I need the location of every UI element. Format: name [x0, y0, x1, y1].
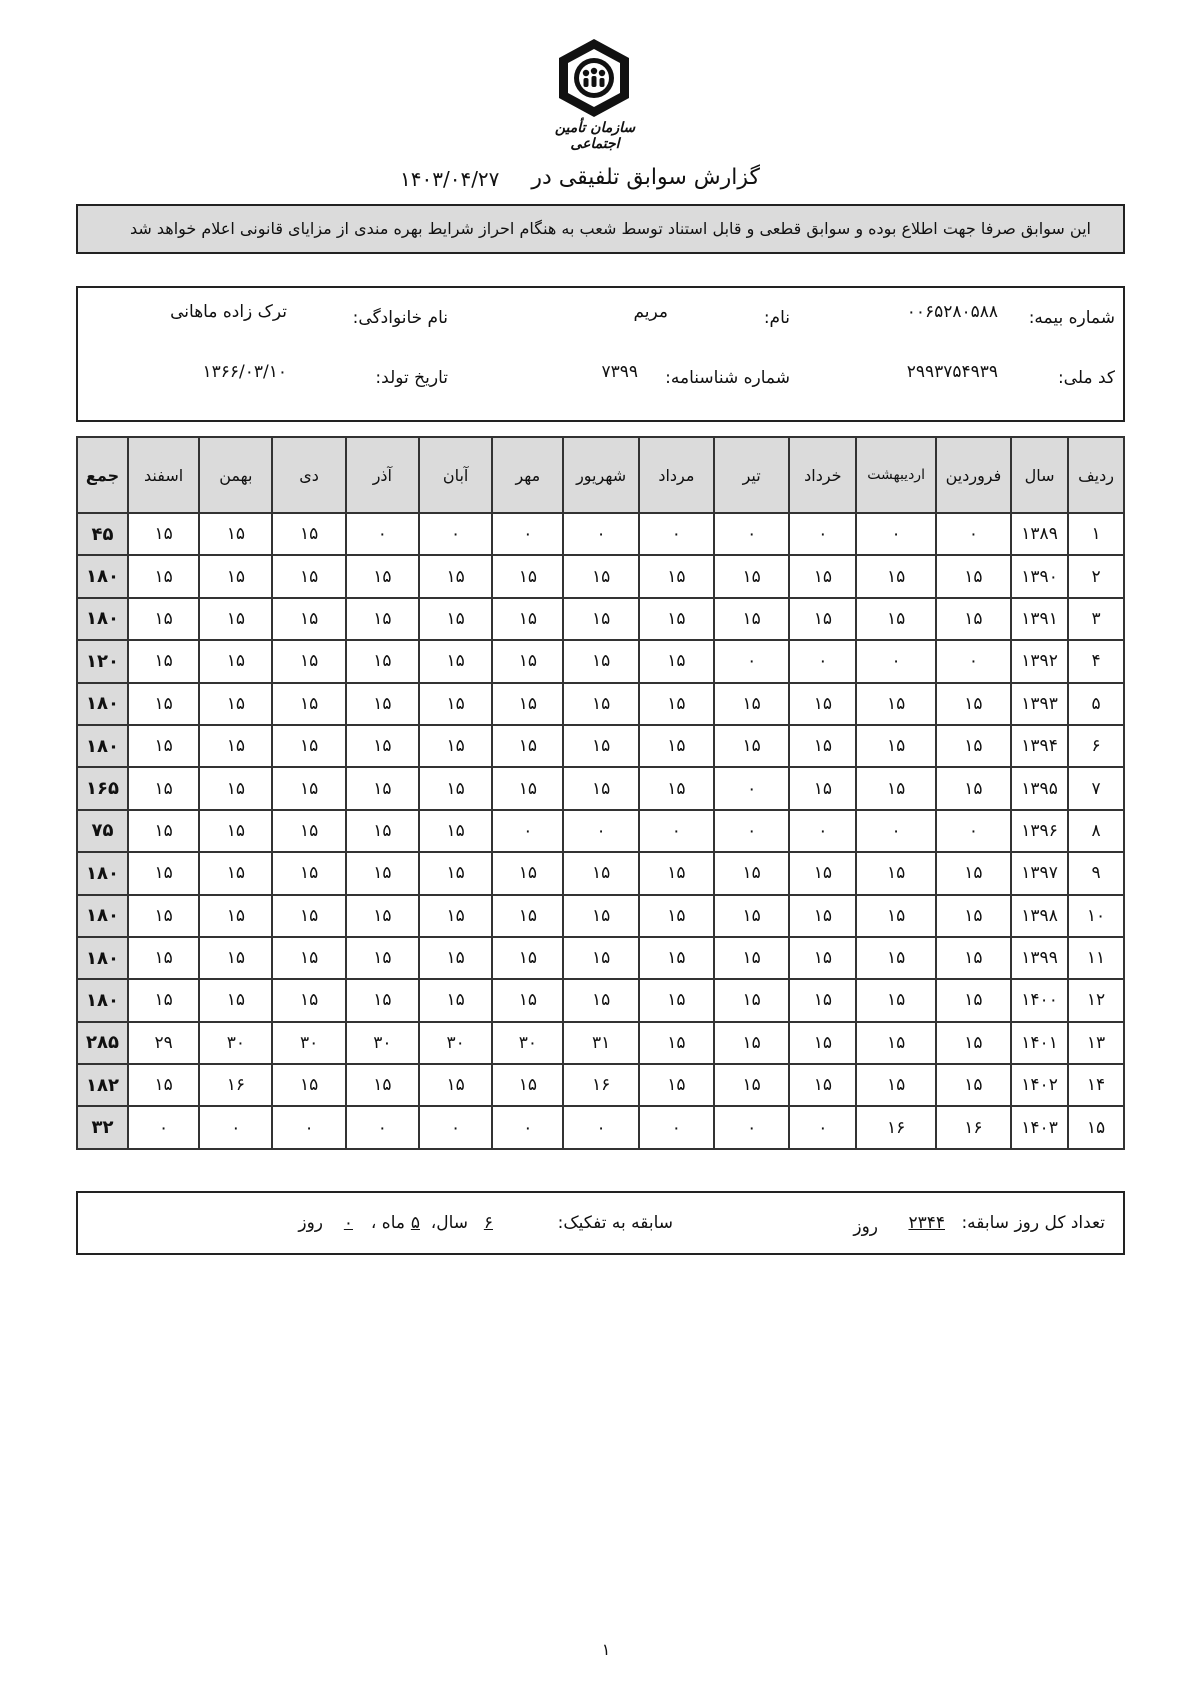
table-cell: ۱۵ [714, 1022, 789, 1064]
table-cell: ۱۵ [272, 895, 345, 937]
table-cell: ۰ [128, 1106, 199, 1148]
table-cell: ۰ [419, 1106, 492, 1148]
column-header: فروردین [936, 437, 1011, 513]
table-cell: ۱۴۰۳ [1011, 1106, 1068, 1148]
table-row [77, 767, 1124, 809]
table-cell: ۱۵ [346, 767, 419, 809]
column-header: ردیف [1068, 437, 1124, 513]
table-cell: ۳۰ [346, 1022, 419, 1064]
table-cell: ۱۶ [856, 1106, 935, 1148]
table-cell: ۱۵ [199, 555, 272, 597]
table-cell: ۴ [1068, 640, 1124, 682]
table-cell: ۰ [563, 1106, 638, 1148]
table-cell: ۰ [714, 810, 789, 852]
table-cell: ۱۵ [199, 937, 272, 979]
summary-box [76, 1191, 1125, 1255]
table-cell: ۱۵ [272, 979, 345, 1021]
table-cell: ۱۵ [789, 1064, 856, 1106]
table-cell: ۱۵ [199, 767, 272, 809]
table-cell: ۰ [346, 513, 419, 555]
table-cell: ۱۵ [856, 598, 935, 640]
table-cell: ۱۵ [563, 555, 638, 597]
table-cell: ۱۵ [856, 852, 935, 894]
page-number: ۱ [601, 1640, 611, 1659]
table-cell: ۱۵ [492, 640, 563, 682]
table-cell: ۰ [346, 1106, 419, 1148]
table-cell: ۰ [563, 810, 638, 852]
table-row [77, 555, 1124, 597]
table-cell: ۰ [789, 810, 856, 852]
table-cell: ۱۵ [936, 895, 1011, 937]
table-cell: ۰ [199, 1106, 272, 1148]
row-total-cell: ۱۸۰ [77, 895, 128, 937]
records-table [76, 436, 1125, 1150]
table-cell: ۱۵ [419, 725, 492, 767]
total-days-value: ۲۳۴۴ [908, 1213, 945, 1233]
table-cell: ۰ [789, 1106, 856, 1148]
table-cell: ۰ [492, 1106, 563, 1148]
table-cell: ۱۵ [563, 640, 638, 682]
table-cell: ۱۵ [789, 555, 856, 597]
table-cell: ۳۰ [199, 1022, 272, 1064]
table-cell: ۱۵ [789, 1022, 856, 1064]
table-cell: ۱۵ [563, 598, 638, 640]
table-cell: ۱۵ [272, 640, 345, 682]
table-cell: ۱۵ [492, 767, 563, 809]
table-cell: ۱۴ [1068, 1064, 1124, 1106]
table-cell: ۱۵ [856, 725, 935, 767]
table-cell: ۱۵ [936, 979, 1011, 1021]
table-cell: ۱۶ [936, 1106, 1011, 1148]
table-cell: ۱۵ [639, 683, 714, 725]
table-cell: ۱۵ [272, 767, 345, 809]
table-cell: ۱۵ [714, 979, 789, 1021]
table-cell: ۱۵ [856, 767, 935, 809]
table-row [77, 1022, 1124, 1064]
table-cell: ۱۵ [936, 767, 1011, 809]
table-cell: ۱۵ [639, 895, 714, 937]
title-label: گزارش سوابق تلفیقی در [531, 165, 760, 190]
table-cell: ۱۵ [128, 555, 199, 597]
table-cell: ۱۴۰۲ [1011, 1064, 1068, 1106]
birth-cert-value: ۷۳۹۹ [601, 362, 638, 382]
table-cell: ۱۵ [199, 640, 272, 682]
column-header: بهمن [199, 437, 272, 513]
table-cell: ۱۵ [419, 555, 492, 597]
insurance-no-value: ۰۰۶۵۲۸۰۵۸۸ [906, 302, 998, 322]
national-id-label: کد ملی: [1057, 368, 1115, 388]
table-cell: ۱۵ [419, 979, 492, 1021]
table-cell: ۱۵ [346, 810, 419, 852]
table-cell: ۰ [492, 513, 563, 555]
table-cell: ۱۵ [789, 725, 856, 767]
table-cell: ۱۵ [1068, 1106, 1124, 1148]
table-cell: ۱۵ [639, 767, 714, 809]
table-cell: ۱۵ [199, 598, 272, 640]
table-cell: ۱۵ [272, 937, 345, 979]
table-cell: ۱۵ [714, 937, 789, 979]
table-cell: ۱۵ [563, 683, 638, 725]
table-header-row [77, 437, 1124, 513]
row-total-cell: ۱۸۰ [77, 852, 128, 894]
column-header: تیر [714, 437, 789, 513]
table-cell: ۱۵ [714, 852, 789, 894]
table-cell: ۱۵ [856, 937, 935, 979]
table-cell: ۱۵ [346, 937, 419, 979]
table-cell: ۱۵ [789, 979, 856, 1021]
row-total-cell: ۳۲ [77, 1106, 128, 1148]
table-cell: ۱۵ [419, 810, 492, 852]
table-cell: ۱۵ [639, 937, 714, 979]
table-cell: ۱۵ [492, 895, 563, 937]
months-word: ماه ، [370, 1213, 405, 1233]
row-total-cell: ۱۸۰ [77, 979, 128, 1021]
table-cell: ۰ [492, 810, 563, 852]
table-row [77, 725, 1124, 767]
table-cell: ۱۵ [346, 640, 419, 682]
table-cell: ۱۳۹۷ [1011, 852, 1068, 894]
table-cell: ۱۵ [714, 725, 789, 767]
table-cell: ۱۳ [1068, 1022, 1124, 1064]
table-cell: ۱۵ [272, 683, 345, 725]
table-cell: ۱۵ [714, 598, 789, 640]
table-cell: ۳۰ [272, 1022, 345, 1064]
table-cell: ۰ [563, 513, 638, 555]
table-cell: ۱۴۰۰ [1011, 979, 1068, 1021]
table-cell: ۱۵ [419, 1064, 492, 1106]
years-word: سال، [430, 1213, 468, 1233]
table-cell: ۱۵ [128, 937, 199, 979]
table-cell: ۱۵ [199, 852, 272, 894]
table-cell: ۰ [272, 1106, 345, 1148]
table-cell: ۰ [856, 513, 935, 555]
table-cell: ۱۵ [789, 683, 856, 725]
table-cell: ۱۵ [714, 1064, 789, 1106]
years-value: ۶ [483, 1213, 493, 1233]
table-cell: ۱۵ [128, 725, 199, 767]
table-cell: ۱۵ [856, 1022, 935, 1064]
table-cell: ۱۵ [856, 1064, 935, 1106]
column-header: آذر [346, 437, 419, 513]
table-cell: ۰ [714, 767, 789, 809]
table-cell: ۱۵ [563, 937, 638, 979]
table-cell: ۱۵ [272, 852, 345, 894]
table-cell: ۱۵ [492, 852, 563, 894]
table-cell: ۱۵ [856, 683, 935, 725]
table-cell: ۰ [856, 640, 935, 682]
table-cell: ۱۵ [936, 555, 1011, 597]
table-cell: ۱۵ [639, 598, 714, 640]
table-cell: ۱۵ [639, 555, 714, 597]
table-cell: ۰ [639, 1106, 714, 1148]
table-row [77, 1106, 1124, 1148]
table-cell: ۱۵ [492, 937, 563, 979]
row-total-cell: ۱۶۵ [77, 767, 128, 809]
table-cell: ۱۵ [419, 852, 492, 894]
table-cell: ۱۵ [199, 810, 272, 852]
table-cell: ۱۵ [419, 683, 492, 725]
table-cell: ۳۰ [492, 1022, 563, 1064]
table-body [77, 513, 1124, 1149]
table-cell: ۱۵ [419, 767, 492, 809]
table-cell: ۱۴۰۱ [1011, 1022, 1068, 1064]
table-cell: ۱۵ [789, 937, 856, 979]
table-cell: ۲ [1068, 555, 1124, 597]
table-cell: ۱۵ [128, 513, 199, 555]
table-cell: ۹ [1068, 852, 1124, 894]
insurance-no-label: شماره بیمه: [1028, 308, 1115, 328]
table-cell: ۸ [1068, 810, 1124, 852]
table-cell: ۱۵ [346, 852, 419, 894]
table-row [77, 683, 1124, 725]
table-cell: ۱۵ [639, 640, 714, 682]
table-cell: ۱۵ [789, 895, 856, 937]
table-cell: ۱۵ [936, 683, 1011, 725]
table-row [77, 640, 1124, 682]
table-row [77, 895, 1124, 937]
table-cell: ۱۵ [856, 895, 935, 937]
table-cell: ۱۵ [563, 725, 638, 767]
column-header: اسفند [128, 437, 199, 513]
table-cell: ۶ [1068, 725, 1124, 767]
table-cell: ۱۳۹۱ [1011, 598, 1068, 640]
table-cell: ۱۵ [346, 555, 419, 597]
table-cell: ۱۰ [1068, 895, 1124, 937]
table-cell: ۱۵ [789, 598, 856, 640]
table-cell: ۵ [1068, 683, 1124, 725]
table-cell: ۰ [856, 810, 935, 852]
table-cell: ۱۵ [936, 852, 1011, 894]
column-header: مرداد [639, 437, 714, 513]
table-cell: ۱۵ [936, 937, 1011, 979]
table-row [77, 598, 1124, 640]
table-cell: ۱۳۹۹ [1011, 937, 1068, 979]
national-id-value: ۲۹۹۳۷۵۴۹۳۹ [906, 362, 998, 382]
table-row [77, 810, 1124, 852]
table-cell: ۳۰ [419, 1022, 492, 1064]
table-row [77, 937, 1124, 979]
table-cell: ۱۵ [346, 1064, 419, 1106]
table-cell: ۱۵ [563, 767, 638, 809]
row-total-cell: ۱۲۰ [77, 640, 128, 682]
column-header: شهریور [563, 437, 638, 513]
table-cell: ۱۵ [492, 555, 563, 597]
table-row [77, 513, 1124, 555]
name-label: نام: [763, 308, 790, 328]
table-cell: ۰ [936, 513, 1011, 555]
table-cell: ۱۳۹۵ [1011, 767, 1068, 809]
table-cell: ۰ [639, 810, 714, 852]
table-cell: ۱۵ [789, 767, 856, 809]
table-cell: ۱۵ [936, 725, 1011, 767]
table-cell: ۱۳۹۰ [1011, 555, 1068, 597]
table-cell: ۱۵ [128, 598, 199, 640]
row-total-cell: ۱۸۰ [77, 555, 128, 597]
table-cell: ۳ [1068, 598, 1124, 640]
table-cell: ۰ [936, 640, 1011, 682]
birth-date-value: ۱۳۶۶/۰۳/۱۰ [202, 362, 287, 382]
table-row [77, 979, 1124, 1021]
row-total-cell: ۱۸۰ [77, 937, 128, 979]
table-cell: ۱۵ [492, 1064, 563, 1106]
table-cell: ۱۵ [563, 895, 638, 937]
table-cell: ۱۵ [492, 725, 563, 767]
days-value: ۰ [343, 1213, 353, 1233]
table-cell: ۱۵ [639, 852, 714, 894]
table-cell: ۱۵ [856, 979, 935, 1021]
table-cell: ۱۵ [936, 1022, 1011, 1064]
table-cell: ۱۳۹۸ [1011, 895, 1068, 937]
total-days-label: تعداد کل روز سابقه: [961, 1213, 1105, 1233]
column-header: اردیبهشت [856, 437, 935, 513]
name-value: مریم [633, 302, 668, 322]
birth-cert-label: شماره شناسنامه: [665, 368, 790, 388]
table-cell: ۱۵ [272, 810, 345, 852]
table-cell: ۱۵ [272, 513, 345, 555]
column-header: جمع [77, 437, 128, 513]
table-cell: ۱۵ [639, 725, 714, 767]
table-cell: ۱۵ [492, 598, 563, 640]
table-cell: ۱۵ [346, 598, 419, 640]
notice-box: این سوابق صرفا جهت اطلاع بوده و سوابق قطعی و قابل استناد توسط شعب به هنگام احراز شرایط بهره مندی از مزایای قانونی اعلام خواهد شد [76, 204, 1125, 254]
family-label: نام خانوادگی: [352, 308, 448, 328]
table-cell: ۱۳۹۲ [1011, 640, 1068, 682]
table-cell: ۰ [936, 810, 1011, 852]
table-cell: ۱۵ [419, 937, 492, 979]
table-cell: ۱۶ [563, 1064, 638, 1106]
table-cell: ۱۵ [936, 1064, 1011, 1106]
table-cell: ۱۶ [199, 1064, 272, 1106]
months-value: ۵ [410, 1213, 420, 1233]
row-total-cell: ۲۸۵ [77, 1022, 128, 1064]
table-cell: ۱۵ [346, 895, 419, 937]
table-cell: ۱۲ [1068, 979, 1124, 1021]
table-cell: ۰ [714, 513, 789, 555]
table-cell: ۱۵ [639, 1064, 714, 1106]
days-word: روز [298, 1213, 323, 1233]
table-cell: ۱۵ [346, 683, 419, 725]
table-cell: ۱۵ [128, 852, 199, 894]
table-cell: ۱۵ [419, 598, 492, 640]
table-cell: ۱۵ [492, 979, 563, 1021]
table-cell: ۰ [789, 513, 856, 555]
column-header: دی [272, 437, 345, 513]
table-cell: ۱۵ [714, 683, 789, 725]
table-cell: ۲۹ [128, 1022, 199, 1064]
table-cell: ۰ [419, 513, 492, 555]
report-date: ۱۴۰۳/۰۴/۲۷ [400, 167, 500, 191]
breakdown-label: سابقه به تفکیک: [557, 1213, 673, 1233]
row-total-cell: ۷۵ [77, 810, 128, 852]
table-cell: ۱۵ [563, 852, 638, 894]
table-cell: ۱۵ [714, 555, 789, 597]
report-title [380, 165, 760, 199]
table-cell: ۱۵ [346, 725, 419, 767]
logo-emblem-icon [554, 36, 634, 120]
row-total-cell: ۱۸۲ [77, 1064, 128, 1106]
table-cell: ۱۵ [492, 683, 563, 725]
table-cell: ۱۵ [346, 979, 419, 1021]
table-cell: ۱۵ [714, 895, 789, 937]
table-cell: ۱۵ [419, 640, 492, 682]
column-header: مهر [492, 437, 563, 513]
table-cell: ۱۱ [1068, 937, 1124, 979]
birth-date-label: تاریخ تولد: [375, 368, 448, 388]
table-cell: ۱۵ [128, 810, 199, 852]
column-header: آبان [419, 437, 492, 513]
table-cell: ۱۳۸۹ [1011, 513, 1068, 555]
column-header: خرداد [789, 437, 856, 513]
table-cell: ۷ [1068, 767, 1124, 809]
table-cell: ۰ [714, 1106, 789, 1148]
table-cell: ۱۵ [199, 513, 272, 555]
row-total-cell: ۱۸۰ [77, 598, 128, 640]
row-total-cell: ۴۵ [77, 513, 128, 555]
table-cell: ۱۵ [128, 683, 199, 725]
table-cell: ۱۵ [128, 640, 199, 682]
table-cell: ۱۵ [272, 1064, 345, 1106]
table-cell: ۱۵ [639, 1022, 714, 1064]
table-cell: ۱۵ [199, 725, 272, 767]
table-cell: ۱۳۹۴ [1011, 725, 1068, 767]
table-cell: ۱۵ [128, 895, 199, 937]
table-cell: ۳۱ [563, 1022, 638, 1064]
table-cell: ۱۵ [419, 895, 492, 937]
table-cell: ۱۳۹۶ [1011, 810, 1068, 852]
personal-info-box [76, 286, 1125, 422]
row-total-cell: ۱۸۰ [77, 725, 128, 767]
org-name: سازمان تأمین اجتماعی [554, 120, 636, 152]
table-row [77, 1064, 1124, 1106]
column-header: سال [1011, 437, 1068, 513]
table-cell: ۱۵ [272, 725, 345, 767]
total-days-unit: روز [853, 1217, 878, 1237]
family-value: ترک زاده ماهانی [170, 302, 287, 322]
row-total-cell: ۱۸۰ [77, 683, 128, 725]
table-cell: ۰ [789, 640, 856, 682]
table-cell: ۱۵ [128, 979, 199, 1021]
table-cell: ۱۵ [199, 979, 272, 1021]
table-cell: ۱۵ [563, 979, 638, 1021]
table-cell: ۱۵ [128, 767, 199, 809]
table-cell: ۱ [1068, 513, 1124, 555]
table-cell: ۱۵ [789, 852, 856, 894]
table-cell: ۱۵ [199, 895, 272, 937]
table-cell: ۱۵ [128, 1064, 199, 1106]
table-cell: ۱۳۹۳ [1011, 683, 1068, 725]
table-cell: ۰ [714, 640, 789, 682]
table-cell: ۱۵ [199, 683, 272, 725]
table-cell: ۱۵ [639, 979, 714, 1021]
table-cell: ۱۵ [856, 555, 935, 597]
table-cell: ۱۵ [272, 598, 345, 640]
table-cell: ۱۵ [936, 598, 1011, 640]
table-cell: ۰ [639, 513, 714, 555]
table-cell: ۱۵ [272, 555, 345, 597]
table-row [77, 852, 1124, 894]
